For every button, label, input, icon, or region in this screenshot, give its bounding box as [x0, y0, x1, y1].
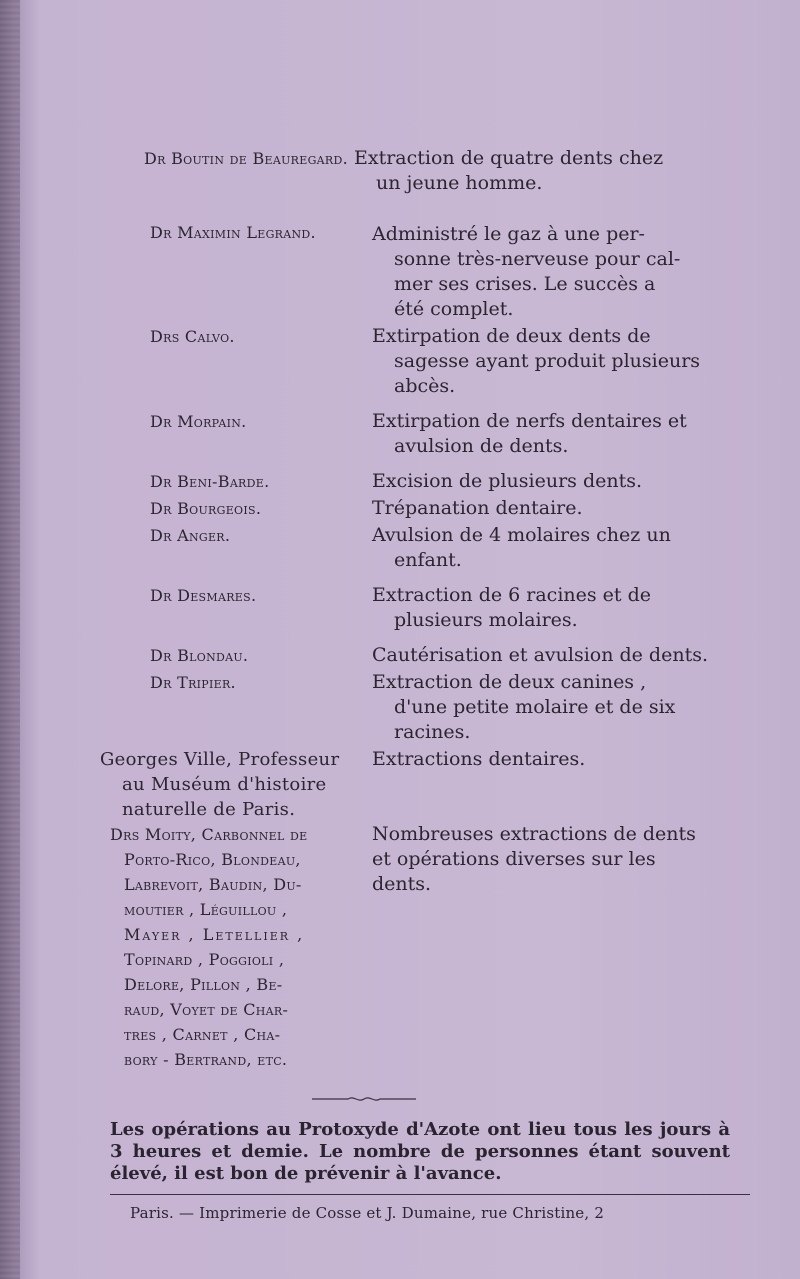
entry-row	[150, 583, 780, 633]
entry-row	[150, 496, 780, 521]
entry-description: Extraction de 6 racines et de plusieurs molaires.	[372, 584, 651, 631]
entry-description: Avulsion de 4 molaires chez un enfant.	[372, 524, 671, 571]
doctor-name: Dr Bourgeois.	[150, 499, 262, 518]
doctor-name: Dr Morpain.	[150, 412, 247, 431]
doctor-name: Dr Blondau.	[150, 646, 249, 665]
notice-paragraph: Les opérations au Protoxyde d'Azote ont lieu tous les jours à 3 heures et demie. Le nombre de personnes étant souvent élevé, il est bon de prévenir à l'avance.	[110, 1119, 730, 1184]
entry-row-ville	[100, 747, 780, 822]
entry-row	[144, 146, 780, 196]
doctor-name: Dr Maximin Legrand.	[150, 223, 316, 242]
document-body	[100, 146, 780, 1226]
entry-row	[150, 523, 780, 573]
doctor-name: Dr Boutin de Beauregard.	[144, 149, 349, 168]
entry-row	[150, 324, 780, 399]
doctor-name: Dr Tripier.	[150, 673, 236, 692]
entry-description: Extirpation de nerfs dentaires et avulsion de dents.	[372, 410, 687, 457]
entry-description: Extirpation de deux dents de sagesse ayant produit plusieurs abcès.	[372, 325, 701, 397]
doctor-name: Dr Anger.	[150, 526, 231, 545]
entry-description: Extraction de deux canines , d'une petite molaire et de six racines.	[372, 671, 676, 743]
entry-description: Cautérisation et avulsion de dents.	[372, 644, 708, 666]
doctor-group-names: Drs Moity, Carbonnel de Porto-Rico, Blondeau, Labrevoit, Baudin, Du- moutier , Léguillou , Mayer , Letellier , Topinard , Poggioli , Delore, Pillon , Be- raud, Voyet de Char- tres , Carnet , Cha- bory - Bertrand, etc.	[110, 825, 308, 1069]
entry-description: Trépanation dentaire.	[372, 497, 583, 519]
entry-row-group	[110, 822, 780, 1072]
entry-description: Administré le gaz à une per- sonne très-nerveuse pour cal- mer ses crises. Le succès a été complet.	[372, 223, 681, 320]
entry-description: Extraction de quatre dents chez un jeune homme.	[354, 147, 664, 194]
entry-row	[150, 409, 780, 459]
ornamental-separator	[310, 1094, 418, 1104]
doctor-name: Dr Beni-Barde.	[150, 472, 270, 491]
entry-description: Extractions dentaires.	[372, 748, 586, 770]
entry-row	[150, 670, 780, 745]
entry-description: Excision de plusieurs dents.	[372, 470, 643, 492]
book-spine-shadow	[0, 0, 20, 1279]
printer-imprint: Paris. — Imprimerie de Cosse et J. Dumaine, rue Christine, 2	[130, 1204, 605, 1222]
entry-row	[150, 196, 780, 322]
footer-rule	[110, 1194, 750, 1195]
doctor-name: Dr Desmares.	[150, 586, 257, 605]
doctor-name: Drs Calvo.	[150, 327, 235, 346]
entry-description: Nombreuses extractions de dents et opérations diverses sur les dents.	[372, 823, 696, 895]
professor-name: Georges Ville, Professeur au Muséum d'histoire naturelle de Paris.	[100, 749, 340, 820]
entry-row	[150, 643, 780, 668]
entry-row	[150, 469, 780, 494]
